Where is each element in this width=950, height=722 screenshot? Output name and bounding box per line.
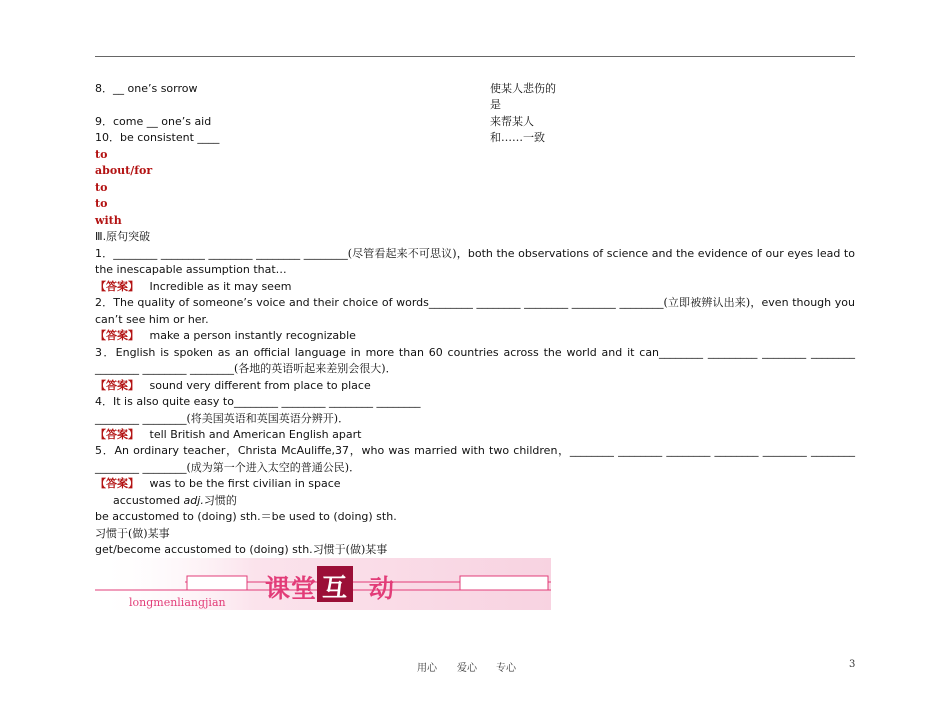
banner-pinyin: longmenliangjian [129, 596, 226, 609]
vocab-answer: to [95, 181, 108, 194]
question-3-line-2: ________ ________ ________(各地的英语听起来差别会很大)． [95, 362, 397, 375]
vocab-answer: with [95, 214, 122, 227]
banner-char: 课 [265, 574, 291, 603]
vocab-item-8: 8．__ one’s sorrow [95, 82, 198, 95]
vocab-answer: about/for [95, 164, 153, 177]
section-title: Ⅲ.原句突破 [95, 230, 151, 243]
question-2-line-1: 2．The quality of someone’s voice and their choice of words________ ________ ________ ________ ________(立即被辨认出来)，even though you [95, 296, 855, 309]
vocab-gloss-10: 和……一致 [490, 131, 545, 144]
answer-1: 【答案】 Incredible as it may seem [95, 280, 292, 293]
banner-box [187, 576, 247, 590]
word-note-line-2: 习惯于(做)某事 [95, 527, 170, 540]
banner-char: 动 [369, 574, 395, 603]
page-number: 3 [849, 659, 856, 670]
section-banner [95, 556, 551, 610]
vocab-gloss-9: 来帮某人 [490, 115, 534, 128]
vocab-item-10: 10．be consistent ____ [95, 131, 220, 144]
answer-2: 【答案】 make a person instantly recognizable [95, 329, 356, 342]
answer-3: 【答案】 sound very different from place to place [95, 379, 371, 392]
question-4-line-1: 4．It is also quite easy to________ ________ ________ ________ [95, 395, 421, 408]
word-note-line-3: get/become accustomed to (doing) sth.习惯于(做)某事 [95, 543, 388, 556]
vocab-gloss-8: 使某人悲伤的 [490, 82, 556, 95]
word-note-line-1: be accustomed to (doing) sth.＝be used to (doing) sth. [95, 510, 397, 523]
banner-graphic [95, 556, 551, 610]
question-1-line-2: the inescapable assumption that… [95, 263, 287, 276]
word-note-head: accustomed adj.习惯的 [113, 494, 237, 507]
header-rule [95, 56, 855, 57]
footer-left: 用心 [417, 663, 437, 674]
question-1-line-1: 1．________ ________ ________ ________ ________(尽管看起来不可思议)，both the observations of science and the evidence of our eyes lead to [95, 247, 855, 260]
question-5-line-1: 5．An ordinary teacher，Christa McAuliffe,37，who was married with two children，________ ________ ________ ________ ________ ________ [95, 444, 855, 457]
footer-right: 专心 [496, 663, 516, 674]
vocab-answer: to [95, 148, 108, 161]
answer-4: 【答案】 tell British and American English apart [95, 428, 362, 441]
answer-5: 【答案】 was to be the first civilian in space [95, 477, 341, 490]
banner-char: 堂 [291, 574, 317, 603]
footer-mid: 爱心 [457, 663, 477, 674]
vocab-item-9: 9．come __ one’s aid [95, 115, 212, 128]
question-4-line-2: ________ ________(将美国英语和英国英语分辨开)． [95, 412, 350, 425]
banner-box [460, 576, 548, 590]
question-2-line-2: can’t see him or her. [95, 313, 209, 326]
question-3-line-1: 3．English is spoken as an official language in more than 60 countries across the world and it can________ _________ ________ ________ [95, 346, 855, 359]
vocab-answer: to [95, 197, 108, 210]
question-5-line-2: ________ ________(成为第一个进入太空的普通公民)． [95, 461, 361, 474]
banner-char: 互 [322, 573, 348, 602]
vocab-gloss-8-cont: 是 [490, 98, 501, 111]
